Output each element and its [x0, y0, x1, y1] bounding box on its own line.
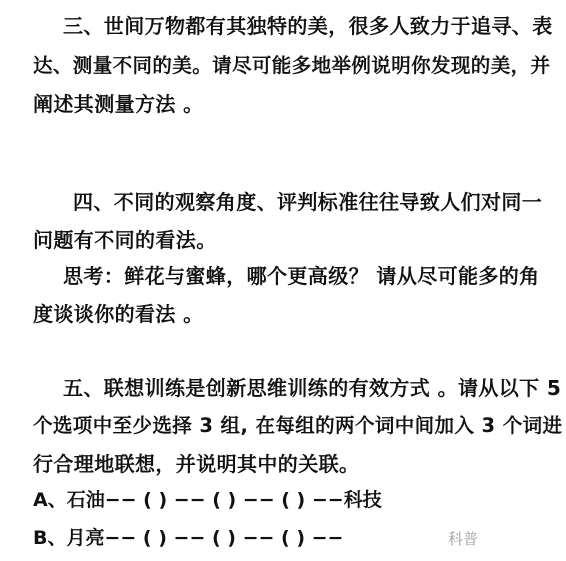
section3-line1: 三、世间万物都有其独特的美，很多人致力于追寻、表 [63, 14, 553, 38]
section5-line1: 五、联想训练是创新思维训练的有效方式 。请从以下 5 [63, 376, 562, 400]
section4-line3: 思考：鲜花与蜜蜂，哪个更高级？ 请从尽可能多的角 [63, 264, 540, 288]
option-a: A、石油−− ( ) −− ( ) −− ( ) −−科技 [33, 489, 382, 511]
section3-line2: 达、测量不同的美。请尽可能多地举例说明你发现的美，并 [33, 54, 551, 77]
section5-line2: 个选项中至少选择 3 组, 在每组的两个词中间加入 3 个词进 [33, 414, 563, 437]
watermark-text: 科普 [448, 530, 479, 548]
section3-line3: 阐述其测量方法 。 [33, 92, 204, 116]
section4-line4: 度谈谈你的看法 。 [33, 302, 204, 326]
section5-line3: 行合理地联想，并说明其中的关联。 [33, 452, 360, 476]
section4-line1: 四、不同的观察角度、评判标准往往导致人们对同一 [73, 190, 543, 214]
section4-line2: 问题有不同的看法。 [33, 228, 217, 252]
option-b: B、月亮−− ( ) −− ( ) −− ( ) −− [33, 527, 344, 549]
